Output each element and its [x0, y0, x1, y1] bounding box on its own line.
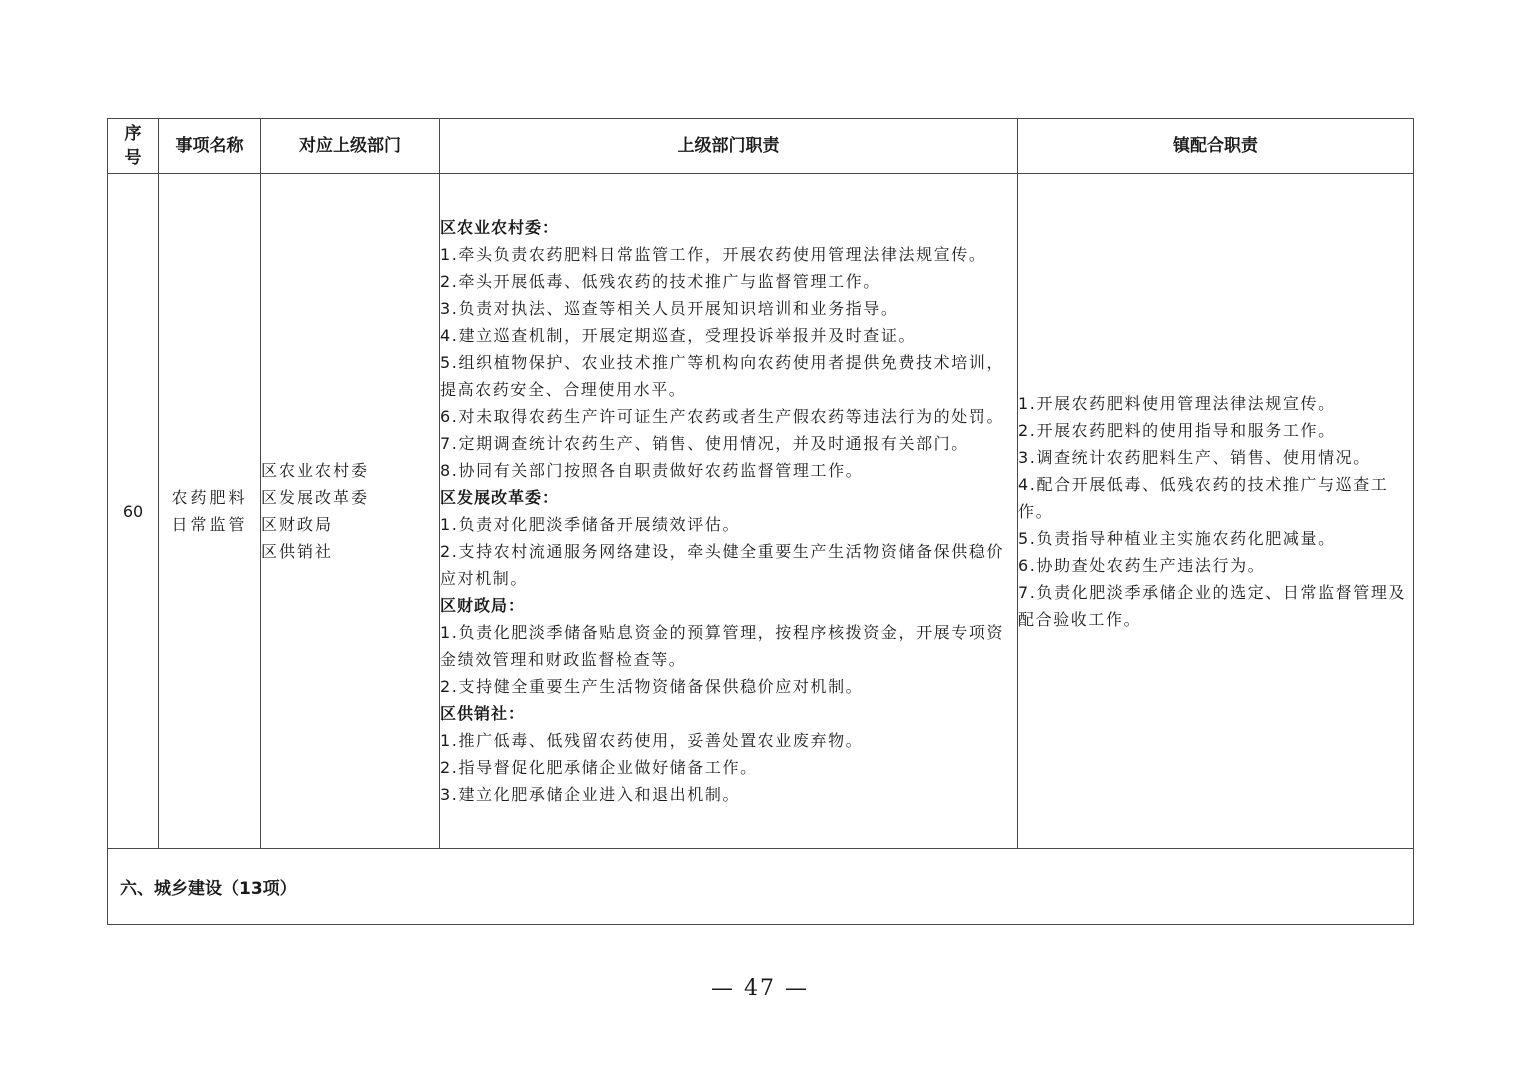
duty-item: 3.负责对执法、巡查等相关人员开展知识培训和业务指导。 — [440, 299, 899, 318]
header-upper-dept: 对应上级部门 — [261, 119, 440, 174]
cell-seq: 60 — [108, 174, 159, 849]
item-name-line1: 农药肥料 — [171, 488, 248, 507]
dept-item: 区财政局 — [261, 515, 334, 534]
section-title-agriculture: 区农业农村委： — [440, 218, 560, 237]
town-duty-item: 3.调查统计农药肥料生产、销售、使用情况。 — [1018, 447, 1371, 467]
header-item-name: 事项名称 — [159, 119, 261, 174]
town-duty-item: 2.开展农药肥料的使用指导和服务工作。 — [1018, 420, 1336, 440]
town-duty-item: 5.负责指导种植业主实施农药化肥减量。 — [1018, 528, 1336, 548]
section-title-supply: 区供销社： — [440, 704, 526, 723]
duty-item: 3.建立化肥承储企业进入和退出机制。 — [440, 785, 741, 804]
header-seq — [108, 119, 159, 174]
section-row — [108, 849, 1414, 925]
dept-item: 区发展改革委 — [261, 488, 370, 507]
duty-item: 1.推广低毒、低残留农药使用，妥善处置农业废弃物。 — [440, 731, 864, 750]
duty-item: 2.支持健全重要生产生活物资储备保供稳价应对机制。 — [440, 677, 864, 696]
header-town-duties: 镇配合职责 — [1018, 119, 1414, 174]
duty-item: 4.建立巡查机制，开展定期巡查，受理投诉举报并及时查证。 — [440, 326, 917, 345]
duty-item: 2.支持农村流通服务网络建设，牵头健全重要生产生活物资储备保供稳价应对机制。 — [440, 542, 1005, 588]
cell-town-duties — [1018, 174, 1414, 849]
cell-upper-duties — [440, 174, 1018, 849]
dept-item: 区农业农村委 — [261, 461, 370, 480]
town-duty-item: 4.配合开展低毒、低残农药的技术推广与巡查工作。 — [1018, 474, 1389, 521]
header-seq-line2: 号 — [124, 148, 142, 168]
header-seq-line1: 序 — [124, 124, 142, 144]
cell-upper-dept — [261, 174, 440, 849]
table-header-row — [108, 119, 1414, 174]
section-title-development: 区发展改革委： — [440, 488, 560, 507]
item-name-line2: 日常监管 — [171, 515, 248, 534]
duty-table — [107, 118, 1414, 925]
duty-item: 8.协同有关部门按照各自职责做好农药监督管理工作。 — [440, 461, 864, 480]
page-number: — 47 — — [711, 976, 809, 1001]
town-duty-item: 6.协助查处农药生产违法行为。 — [1018, 555, 1266, 575]
section-title-finance: 区财政局： — [440, 596, 526, 615]
duty-item: 6.对未取得农药生产许可证生产农药或者生产假农药等违法行为的处罚。 — [440, 407, 1005, 426]
duty-item: 2.指导督促化肥承储企业做好储备工作。 — [440, 758, 758, 777]
duty-item: 7.定期调查统计农药生产、销售、使用情况，并及时通报有关部门。 — [440, 434, 969, 453]
section-title: 六、城乡建设（13项） — [108, 849, 1414, 925]
dept-item: 区供销社 — [261, 542, 334, 561]
duty-item: 1.负责化肥淡季储备贴息资金的预算管理，按程序核拨资金，开展专项资金绩效管理和财政监督检查等。 — [440, 623, 1005, 669]
header-upper-duties: 上级部门职责 — [440, 119, 1018, 174]
duty-item: 5.组织植物保护、农业技术推广等机构向农药使用者提供免费技术培训，提高农药安全、合理使用水平。 — [440, 353, 1005, 399]
duty-item: 1.负责对化肥淡季储备开展绩效评估。 — [440, 515, 741, 534]
duty-item: 1.牵头负责农药肥料日常监管工作，开展农药使用管理法律法规宣传。 — [440, 245, 987, 264]
cell-item-name — [159, 174, 261, 849]
town-duty-item: 1.开展农药肥料使用管理法律法规宣传。 — [1018, 393, 1336, 413]
town-duty-item: 7.负责化肥淡季承储企业的选定、日常监督管理及配合验收工作。 — [1018, 582, 1407, 629]
duty-item: 2.牵头开展低毒、低残农药的技术推广与监督管理工作。 — [440, 272, 881, 291]
table-row — [108, 174, 1414, 849]
